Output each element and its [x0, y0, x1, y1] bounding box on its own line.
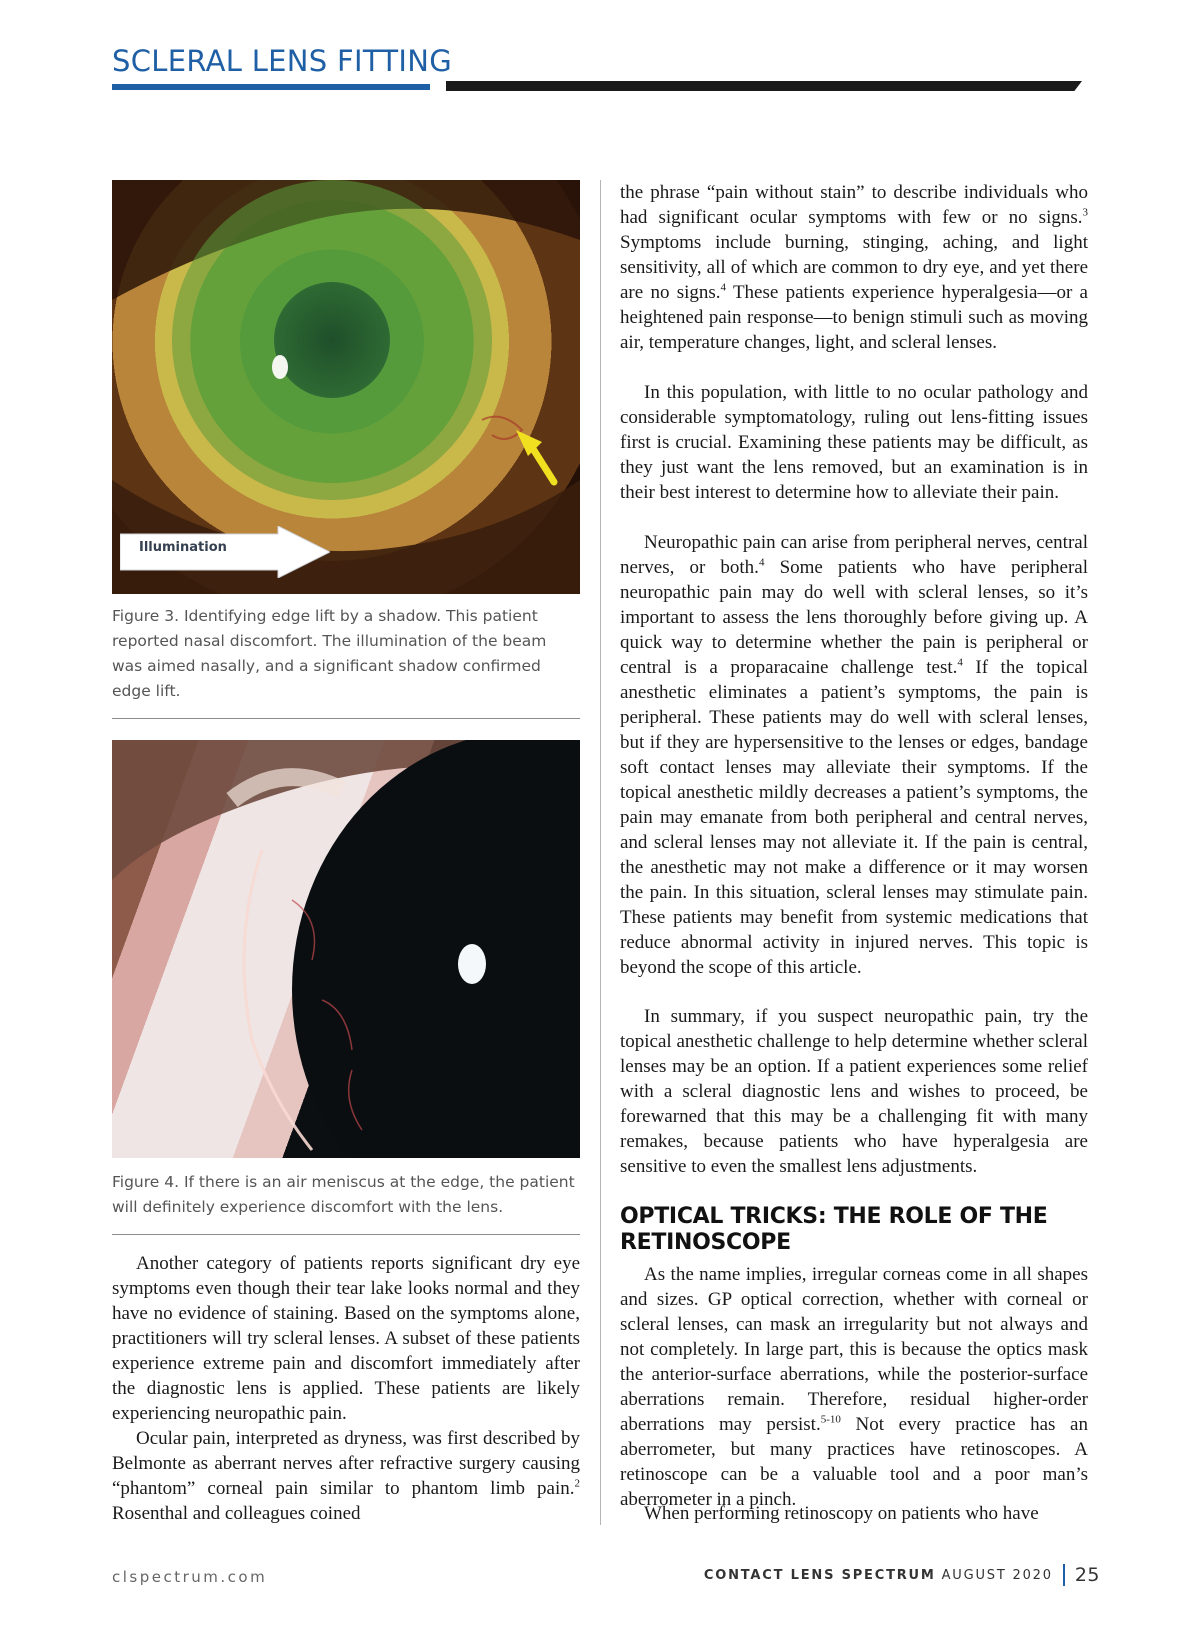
figure-3-caption: Figure 3. Identifying edge lift by a shadow. This patient reported nasal discomfort. The illumination of the beam was aimed nasally, and a significant shadow confirmed edge lift.: [112, 607, 547, 700]
reference-superscript: 4: [720, 281, 727, 294]
reference-superscript: 5-10: [820, 1413, 841, 1426]
figure-3-image: [112, 180, 580, 594]
body-paragraph: Ocular pain, interpreted as dryness, was first described by Belmonte as aberrant nerves after refractive surgery causing “phantom” corneal pain similar to phantom limb pain.$^2$ Rosenthal and colleagues coined: [112, 1428, 580, 1524]
body-paragraph: the phrase “pain without stain” to describe individuals who had significant ocular symptoms with few or no signs.$^3$ Symptoms include burning, stinging, aching, and light sensitivity, all of which are common to dry eye, and yet there are no signs.$^4$ These patients experience hyperalgesia—or a heightened pain response—to benign stimuli such as moving air, temperature changes, light, and scleral lenses.: [620, 182, 1088, 353]
footer-separator: [1063, 1564, 1065, 1586]
column-divider: [600, 180, 601, 1525]
body-paragraph: Another category of patients reports significant dry eye symptoms even though their tear lake looks normal and they have no evidence of staining. Based on the symptoms alone, practitioners will try scleral lenses. A subset of these patients experience extreme pain and discomfort immediately after the diagnostic lens is applied. These patients are likely experiencing neuropathic pain.: [112, 1253, 580, 1424]
footer-folio: [704, 1564, 1100, 1586]
header-accent-bar: [112, 84, 430, 90]
footer-publication: CONTACT LENS SPECTRUM: [703, 1567, 936, 1583]
body-paragraph: In this population, with little to no ocular pathology and considerable symptomatology, ruling out lens-fitting issues first is crucial. Examining these patients may be difficult, as they just want the lens removed, but an examination is in their best interest to determine how to alleviate their pain.: [620, 382, 1088, 503]
page-number: 25: [1074, 1564, 1100, 1586]
body-paragraph: As the name implies, irregular corneas come in all shapes and sizes. GP optical correction, whether with corneal or scleral lenses, can mask an irregularity but not always and not completely. In large part, this is because the optics mask the anterior-surface aberrations, while the posterior-surface aberrations remain. Therefore, residual higher-order aberrations may persist.$^{5-10}$ Not every practice has an aberrometer, but many practices have retinoscopes. A retinoscope can be a valuable tool and a poor man’s aberrometer in a pinch.: [620, 1264, 1088, 1510]
body-paragraph: In summary, if you suspect neuropathic pain, try the topical anesthetic challenge to help determine whether scleral lenses may be an option. If a patient experiences some relief with a scleral diagnostic lens and wishes to proceed, be forewarned that this may be a challenging fit with many remakes, because patients who have hyperalgesia are sensitive to even the smallest lens adjustments.: [620, 1006, 1088, 1177]
footer-website: clspectrum.com: [112, 1568, 268, 1586]
figure-4-eye-illustration: [112, 740, 580, 1158]
reference-superscript: 4: [957, 656, 963, 669]
figure-4-image: [112, 740, 580, 1158]
reference-superscript: 3: [1082, 206, 1088, 219]
header-rule-bar: [446, 81, 1082, 91]
illumination-label: Illumination: [139, 540, 227, 555]
figure-3-divider: [112, 718, 580, 719]
reference-superscript: 2: [574, 1477, 580, 1490]
section-subheading: OPTICAL TRICKS: THE ROLE OF THE RETINOSCOPE: [620, 1204, 1048, 1255]
body-paragraph: When performing retinoscopy on patients who have: [644, 1503, 1039, 1524]
body-paragraph: Neuropathic pain can arise from peripheral nerves, central nerves, or both.$^4$ Some patients who have peripheral neuropathic pain may do well with scleral lenses, so it’s important to assess the lens thoroughly before giving up. A quick way to determine whether the pain is peripheral or central is a proparacaine challenge test.$^4$ If the topical anesthetic eliminates a patient’s symptoms, the pain is peripheral. These patients may do well with scleral lenses, but if they are hypersensitive to the lenses or edges, bandage soft contact lenses may alleviate their symptoms. If the topical anesthetic mildly decreases a patient’s symptoms, the pain may emanate from both peripheral and central nerves, and scleral lenses may not alleviate it. If the pain is central, the anesthetic may not make a difference or it may worsen the pain. In this situation, scleral lenses may stimulate pain. These patients may benefit from systemic medications that reduce abnormal activity in injured nerves. This topic is beyond the scope of this article.: [620, 532, 1089, 978]
reference-superscript: 4: [758, 556, 765, 569]
figure-4-caption: Figure 4. If there is an air meniscus at the edge, the patient will definitely experience discomfort with the lens.: [112, 1173, 575, 1216]
figure-4-divider: [112, 1234, 580, 1235]
section-title: SCLERAL LENS FITTING: [112, 44, 452, 78]
footer-issue: AUGUST 2020: [941, 1567, 1053, 1583]
